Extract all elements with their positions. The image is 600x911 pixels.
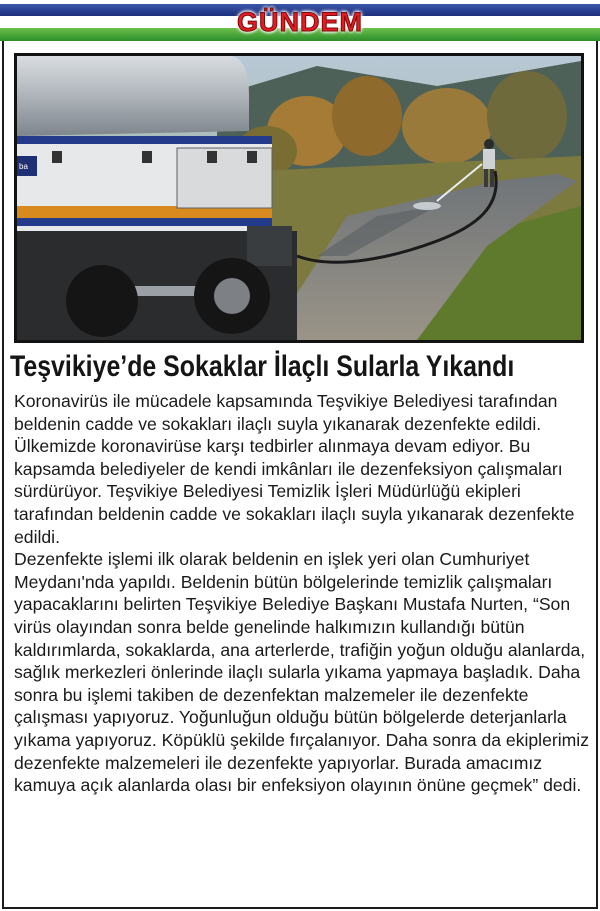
article-paragraph: Dezenfekte işlemi ilk olarak beldenin en işlek yeri olan Cumhuriyet Meydanı'nda yapıldı. Beldenin bütün bölgelerinde temizlik çalışmaları yapacaklarını belirten Teşvikiye Belediye Başkanı Mustafa Nurten, “Son virüs olayından sonra belde genelinde halkımızın kullandığı bütün kaldırımlarda, sokaklarda, ana arterlerde, trafiğin yoğun olduğu alanlarda, sağlık merkezleri önlerinde ilaçlı sularla yıkama yapmaya başladık. Daha sonra bu işlemi takiben de dezenfektan malzemeler ile dezenfekte çalışması yapıyoruz. Yoğunluğun olduğu bütün bölgelerde deterjanlarla yıkama yapıyoruz. Köpüklü şekilde fırçalanıyor. Daha sonra da ekiplerimiz dezenfekte malzemeleri ile dezenfekte yapıyorlar. Burada amacımız kamuya açık alanlarda olası bir enfeksiyon olayının önüne geçmek” dedi. (14, 549, 590, 796)
article-paragraph: Ülkemizde koronavirüse karşı tedbirler alınmaya devam ediyor. Bu kapsamda belediyeler de kendi imkânları ile dezenfeksiyon çalışmaları sürdürüyor. Teşvikiye Belediyesi Temizlik İşleri Müdürlüğü ekipleri tarafından beldenin cadde ve sokakları ilaçlı suyla yıkanarak dezenfekte edildi. (14, 436, 575, 547)
photo-illustration (17, 56, 581, 340)
section-header (0, 0, 600, 48)
article-photo (14, 53, 584, 343)
article-headline: Teşvikiye’de Sokaklar İlaçlı Sularla Yıkandı (10, 350, 515, 383)
frame-bottom-rule (2, 907, 598, 909)
section-label: GÜNDEM (237, 7, 363, 37)
truck-marking: ba (19, 162, 28, 171)
article-paragraph: Koronavirüs ile mücadele kapsamında Teşvikiye Belediyesi tarafından beldenin cadde ve sokakları ilaçlı suyla yıkanarak dezenfekte edildi. (14, 391, 558, 434)
frame-left-rule (2, 41, 4, 907)
frame-right-rule (596, 41, 598, 907)
article-body (14, 390, 590, 797)
